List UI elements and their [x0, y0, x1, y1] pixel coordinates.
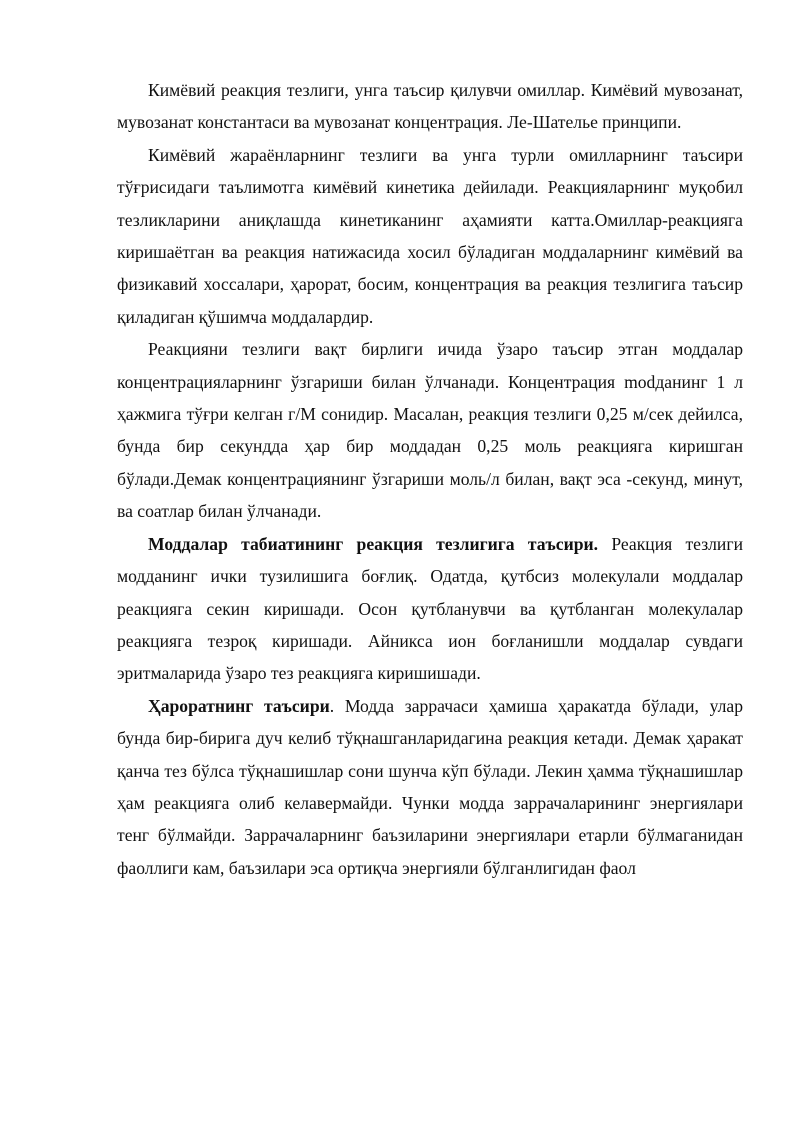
paragraph-chemical-kinetics [117, 139, 743, 333]
paragraph-rate-measurement [117, 333, 743, 527]
paragraph-lead-heading: Моддалар табиатининг реакция тезлигига таъсири. [148, 533, 599, 554]
paragraph-reaction-rate-topics [117, 74, 743, 139]
document-body [117, 74, 743, 884]
paragraph-text: Реакция тезлиги модданинг ички тузилишига боғлиқ. Одатда, қутбсиз молекулали моддалар реакцияга секин киришади. Осон қутбланувчи ва қутбланган молекулалар реакцияга тезроқ киришади. Айникса ион боғланишли моддалар сувдаги эритмаларида ўзаро тез реакцияга киришишади. [117, 533, 743, 684]
paragraph-text: . Модда заррачаси ҳамиша ҳаракатда бўлади, улар бунда бир-бирига дуч келиб тўқнашганларидагина реакция кетади. Демак ҳаракат қанча тез бўлса тўқнашишлар сони шунча кўп бўлади. Лекин ҳамма тўқнашишлар ҳам реакцияга олиб келавермайди. Чунки модда заррачаларининг энергиялари тенг бўлмайди. Заррачаларнинг баъзиларини энергиялари етарли бўлмаганидан фаоллиги кам, баъзилари эса ортиқча энергияли бўлганлигидан фаол [117, 695, 744, 878]
paragraph-substance-nature [117, 528, 743, 690]
paragraph-text: Кимёвий реакция тезлиги, унга таъсир қилувчи омиллар. Кимёвий мувозанат, мувозанат константаси ва мувозанат концентрация. Ле-Шателье принципи. [117, 80, 743, 133]
paragraph-text: Реакцияни тезлиги вақт бирлиги ичида ўзаро таъсир этган моддалар концентрацияларнинг ўзгариши билан ўлчанади. Концентрация modданинг 1 л ҳажмига тўғри келган г/М сонидир. Масалан, реакция тезлиги 0,25 м/сек дейилса, бунда бир секундда ҳар бир моддадан 0,25 моль реакцияга киришган бўлади.Демак концентрациянинг ўзгариши моль/л билан, вақт эса -секунд, минут, ва соатлар билан ўлчанади. [117, 339, 743, 522]
paragraph-text: Кимёвий жараёнларнинг тезлиги ва унга турли омилларнинг таъсири тўғрисидаги таълимотга кимёвий кинетика дейилади. Реакцияларнинг муқобил тезликларини аниқлашда кинетиканинг аҳамияти катта.Омиллар-реакцияга киришаётган ва реакция натижасида хосил бўладиган моддаларнинг кимёвий ва физикавий хоссалари, ҳарорат, босим, концентрация ва реакция тезлигига таъсир қиладиган қўшимча моддалардир. [117, 144, 743, 327]
paragraph-temperature-effect [117, 690, 743, 884]
paragraph-lead-heading: Ҳароратнинг таъсири [148, 695, 330, 716]
